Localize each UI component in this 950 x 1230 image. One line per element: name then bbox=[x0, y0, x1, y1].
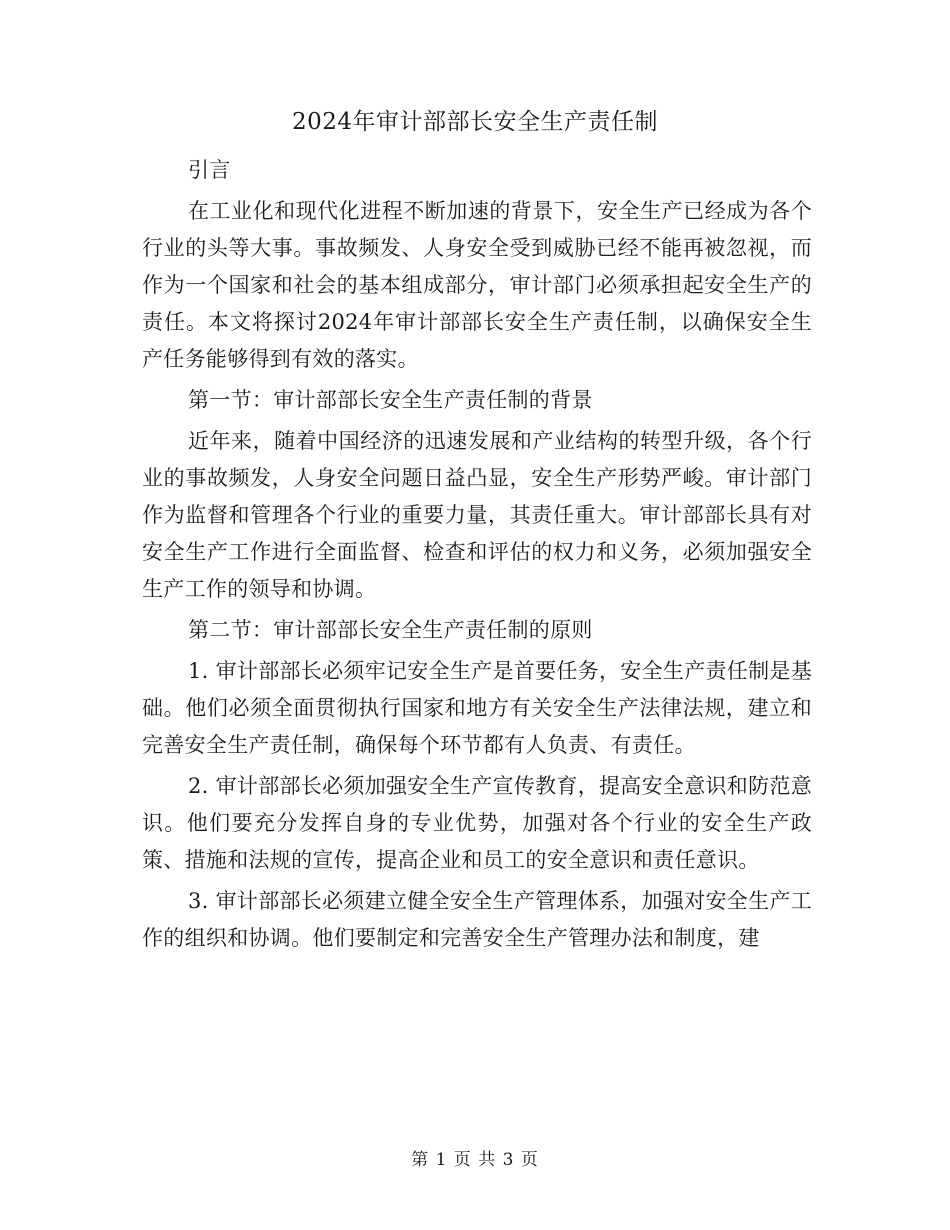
list-item: 2. 审计部部长必须加强安全生产宣传教育，提高安全意识和防范意识。他们要充分发挥自身的专业优势，加强对各个行业的安全生产政策、措施和法规的宣传，提高企业和员工的安全意识和责任意识。 bbox=[142, 774, 813, 872]
document-body bbox=[142, 152, 812, 961]
list-item: 1. 审计部部长必须牢记安全生产是首要任务，安全生产责任制是基础。他们必须全面贯彻执行国家和地方有关安全生产法律法规，建立和完善安全生产责任制，确保每个环节都有人负责、有责任。 bbox=[142, 659, 813, 757]
section-heading-intro: 引言 bbox=[188, 158, 231, 182]
page-footer: 第 1 页 共 3 页 bbox=[411, 1150, 539, 1170]
body-paragraph: 近年来，随着中国经济的迅速发展和产业结构的转型升级，各个行业的事故频发，人身安全问题日益凸显，安全生产形势严峻。审计部门作为监督和管理各个行业的重要力量，其责任重大。审计部部长具有对安全生产工作进行全面监督、检查和评估的权力和义务，必须加强安全生产工作的领导和协调。 bbox=[142, 429, 812, 601]
section-heading-1: 第一节：审计部部长安全生产责任制的背景 bbox=[188, 388, 593, 412]
section-heading-2: 第二节：审计部部长安全生产责任制的原则 bbox=[188, 618, 593, 642]
list-item: 3. 审计部部长必须建立健全安全生产管理体系，加强对安全生产工作的组织和协调。他们要制定和完善安全生产管理办法和制度，建 bbox=[142, 889, 813, 950]
document-title: 2024年审计部部长安全生产责任制 bbox=[291, 109, 659, 135]
body-paragraph: 在工业化和现代化进程不断加速的背景下，安全生产已经成为各个行业的头等大事。事故频发、人身安全受到威胁已经不能再被忽视，而作为一个国家和社会的基本组成部分，审计部门必须承担起安全生产的责任。本文将探讨2024年审计部部长安全生产责任制，以确保安全生产任务能够得到有效的落实。 bbox=[142, 199, 812, 371]
